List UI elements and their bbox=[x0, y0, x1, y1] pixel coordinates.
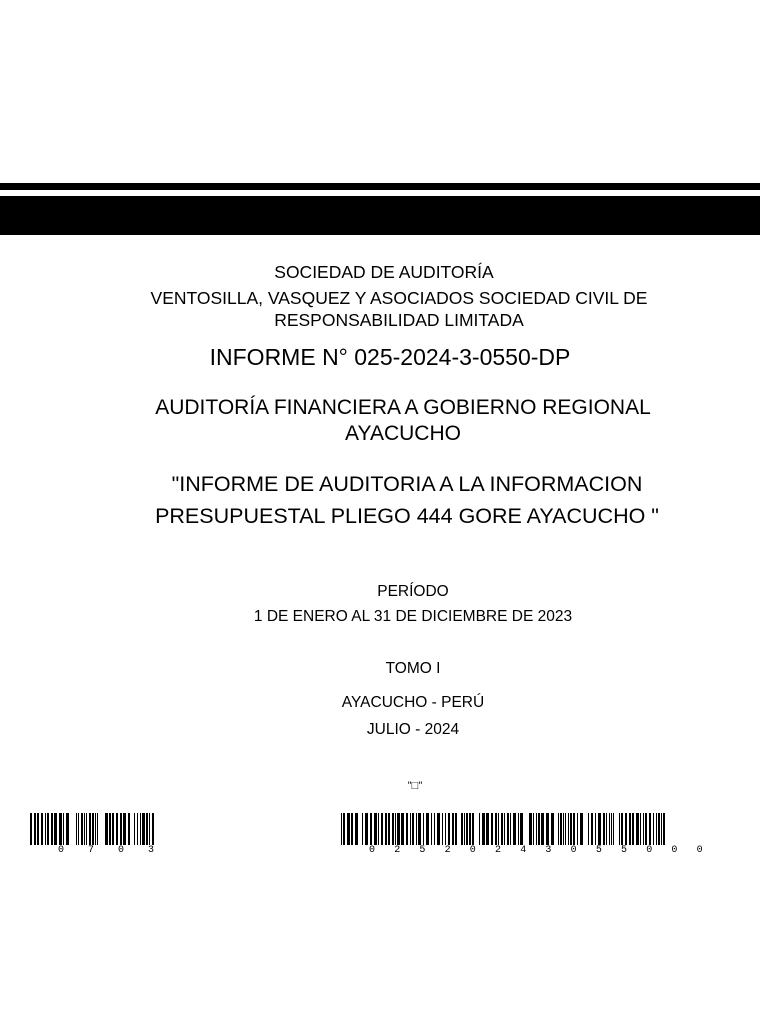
barcode-bar bbox=[495, 813, 497, 845]
barcode-bar bbox=[66, 813, 69, 845]
barcode-bar bbox=[513, 813, 516, 845]
barcode-bar bbox=[469, 813, 471, 845]
barcode-bar bbox=[47, 813, 49, 845]
date-label: JULIO - 2024 bbox=[366, 721, 460, 738]
barcode-bar bbox=[546, 813, 549, 845]
barcode-bar bbox=[41, 813, 43, 845]
barcode-bar bbox=[551, 813, 554, 845]
barcode-right bbox=[341, 813, 709, 856]
barcode-bar bbox=[461, 813, 463, 845]
barcode-bar bbox=[105, 813, 108, 845]
barcode-bar bbox=[472, 813, 474, 845]
barcode-bar bbox=[347, 813, 350, 845]
barcode-bar bbox=[152, 813, 154, 845]
barcode-bar bbox=[146, 813, 148, 845]
barcode-bar bbox=[661, 813, 662, 845]
barcode-bar bbox=[560, 813, 562, 845]
firm-name-line-2: RESPONSABILIDAD LIMITADA bbox=[274, 310, 524, 330]
barcode-left-digits: 0 7 0 3 bbox=[58, 845, 164, 856]
barcode-bar bbox=[86, 813, 87, 845]
barcode-bar bbox=[388, 813, 390, 845]
barcode-bar bbox=[621, 813, 623, 845]
barcode-bar bbox=[533, 813, 534, 845]
barcode-bar bbox=[625, 813, 627, 845]
barcode-bar bbox=[529, 813, 532, 845]
barcode-bar bbox=[464, 813, 465, 845]
barcode-bar bbox=[653, 813, 654, 845]
barcode-bar bbox=[452, 813, 454, 845]
header-rule-thick bbox=[0, 196, 760, 235]
barcode-bar bbox=[30, 813, 32, 845]
barcode-bar bbox=[595, 813, 596, 845]
barcode-bar bbox=[640, 813, 641, 845]
barcode-bar bbox=[142, 813, 145, 845]
barcode-bar bbox=[410, 813, 411, 845]
barcode-bar bbox=[656, 813, 657, 845]
barcode-bar bbox=[81, 813, 83, 845]
barcode-bar bbox=[486, 813, 489, 845]
barcode-bar bbox=[59, 813, 62, 845]
barcode-bar bbox=[51, 813, 53, 845]
barcode-bar bbox=[123, 813, 126, 845]
barcode-bar bbox=[95, 813, 96, 845]
barcode-bar bbox=[434, 813, 435, 845]
barcode-bar bbox=[78, 813, 79, 845]
barcode-bar bbox=[504, 813, 505, 845]
barcode-bar bbox=[120, 813, 122, 845]
barcode-bar bbox=[34, 813, 36, 845]
barcode-bar bbox=[37, 813, 39, 845]
barcode-bar bbox=[632, 813, 634, 845]
barcode-bar bbox=[491, 813, 493, 845]
barcode-bar bbox=[385, 813, 387, 845]
barcode-bar bbox=[395, 813, 396, 845]
location-label: AYACUCHO - PERÚ bbox=[341, 694, 485, 711]
volume-label: TOMO I bbox=[385, 660, 441, 677]
barcode-bar bbox=[563, 813, 564, 845]
barcode-bar bbox=[418, 813, 421, 845]
barcode-bar bbox=[116, 813, 118, 845]
barcode-bar bbox=[645, 813, 647, 845]
barcode-bar bbox=[370, 813, 372, 845]
barcode-bar bbox=[518, 813, 519, 845]
barcode-bar bbox=[455, 813, 457, 845]
report-number: INFORME N° 025-2024-3-0550-DP bbox=[209, 344, 571, 370]
barcode-bar bbox=[426, 813, 429, 845]
barcode-bar bbox=[510, 813, 511, 845]
audit-type-line-2: AYACUCHO bbox=[345, 422, 461, 445]
report-title-line-1: "INFORME DE AUDITORIA A LA INFORMACION bbox=[171, 472, 643, 496]
barcode-bar bbox=[603, 813, 605, 845]
barcode-bar bbox=[54, 813, 57, 845]
firm-name-line-1: VENTOSILLA, VASQUEZ Y ASOCIADOS SOCIEDAD CIVIL DE bbox=[150, 288, 648, 308]
barcode-bar bbox=[445, 813, 446, 845]
barcode-bar bbox=[466, 813, 468, 845]
barcode-bar bbox=[351, 813, 353, 845]
barcode-bar bbox=[482, 813, 485, 845]
barcode-bar bbox=[343, 813, 345, 845]
barcode-bar bbox=[378, 813, 379, 845]
barcode-bar bbox=[568, 813, 569, 845]
barcode-bar bbox=[538, 813, 540, 845]
barcode-bar bbox=[431, 813, 432, 845]
barcode-bar bbox=[541, 813, 544, 845]
barcode-bar bbox=[442, 813, 443, 845]
barcode-bar bbox=[558, 813, 559, 845]
barcode-bar bbox=[76, 813, 77, 845]
barcode-bar bbox=[97, 813, 98, 845]
barcode-bar bbox=[598, 813, 601, 845]
barcode-bar bbox=[92, 813, 94, 845]
barcode-bar bbox=[109, 813, 111, 845]
barcode-bar bbox=[362, 813, 363, 845]
barcode-bar bbox=[423, 813, 424, 845]
barcode-right-bars bbox=[341, 813, 665, 845]
barcode-bar bbox=[649, 813, 651, 845]
barcode-bar bbox=[84, 813, 85, 845]
barcode-bar bbox=[588, 813, 589, 845]
barcode-right-digits: 0 2 5 2 0 2 4 3 0 5 5 0 0 0 bbox=[369, 845, 710, 856]
barcode-bar bbox=[501, 813, 503, 845]
barcode-bar bbox=[397, 813, 400, 845]
barcode-bar bbox=[392, 813, 394, 845]
barcode-bar bbox=[416, 813, 417, 845]
barcode-left bbox=[30, 813, 163, 856]
barcode-bar bbox=[374, 813, 377, 845]
barcode-bar bbox=[636, 813, 639, 845]
barcode-bar bbox=[507, 813, 509, 845]
barcode-bar bbox=[577, 813, 578, 845]
barcode-bar bbox=[643, 813, 644, 845]
header-rule-thin bbox=[0, 183, 760, 190]
barcode-bar bbox=[149, 813, 150, 845]
barcode-bar bbox=[355, 813, 358, 845]
barcode-bar bbox=[89, 813, 91, 845]
barcode-bar bbox=[565, 813, 566, 845]
barcode-bar bbox=[134, 813, 135, 845]
barcode-bar bbox=[406, 813, 408, 845]
barcode-bar bbox=[570, 813, 572, 845]
barcode-bar bbox=[609, 813, 610, 845]
placeholder-mark: "□" bbox=[407, 780, 423, 792]
barcode-bar bbox=[580, 813, 583, 845]
barcode-bar bbox=[520, 813, 523, 845]
barcode-bar bbox=[448, 813, 450, 845]
barcode-bar bbox=[63, 813, 64, 845]
barcode-bar bbox=[606, 813, 607, 845]
barcode-bar bbox=[140, 813, 141, 845]
barcode-bar bbox=[45, 813, 46, 845]
barcode-bar bbox=[536, 813, 537, 845]
barcode-bar bbox=[658, 813, 660, 845]
barcode-bar bbox=[591, 813, 593, 845]
barcode-bar bbox=[611, 813, 612, 845]
barcode-bar bbox=[573, 813, 575, 845]
barcode-bar bbox=[663, 813, 665, 845]
barcode-bar bbox=[619, 813, 620, 845]
barcode-bar bbox=[412, 813, 414, 845]
period-range: 1 DE ENERO AL 31 DE DICIEMBRE DE 2023 bbox=[253, 608, 573, 625]
barcode-bar bbox=[437, 813, 440, 845]
barcode-bar bbox=[401, 813, 404, 845]
barcode-bar bbox=[381, 813, 383, 845]
audit-type-line-1: AUDITORÍA FINANCIERA A GOBIERNO REGIONAL bbox=[155, 396, 651, 419]
society-heading: SOCIEDAD DE AUDITORÍA bbox=[274, 262, 494, 282]
period-label: PERÍODO bbox=[377, 583, 449, 600]
barcode-bar bbox=[137, 813, 138, 845]
barcode-bar bbox=[341, 813, 342, 845]
barcode-bar bbox=[613, 813, 614, 845]
barcode-left-bars bbox=[30, 813, 154, 845]
barcode-bar bbox=[498, 813, 499, 845]
report-title-line-2: PRESUPUESTAL PLIEGO 444 GORE AYACUCHO " bbox=[155, 504, 659, 528]
barcode-bar bbox=[128, 813, 130, 845]
barcode-bar bbox=[365, 813, 368, 845]
barcode-bar bbox=[479, 813, 480, 845]
barcode-bar bbox=[112, 813, 114, 845]
barcode-bar bbox=[629, 813, 631, 845]
